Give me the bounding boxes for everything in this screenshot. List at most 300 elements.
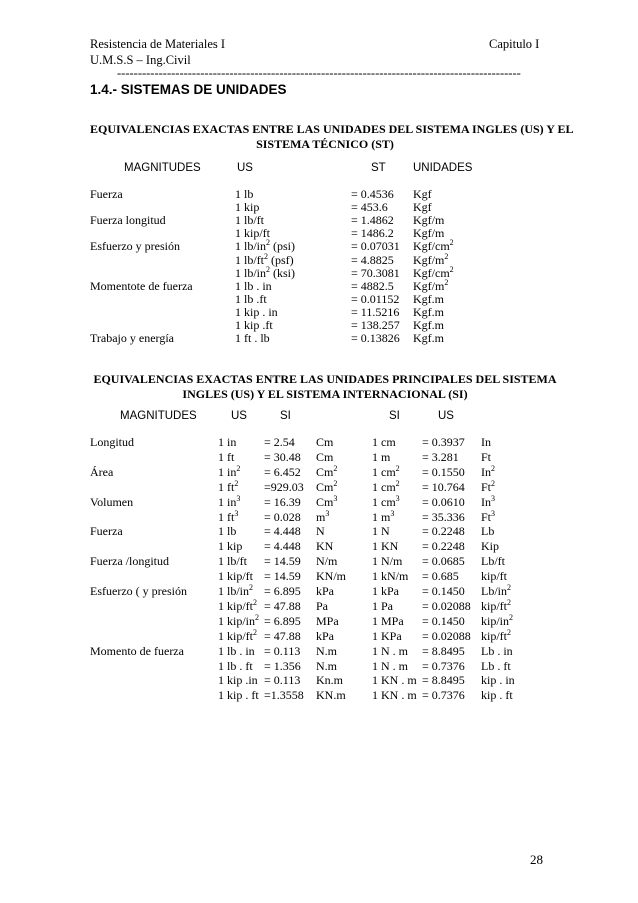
st-text: = 0.4536 (351, 187, 394, 201)
magnitude-label (90, 239, 180, 254)
st-text: = 4882.5 (351, 278, 394, 293)
us-unit-exponent: 2 (491, 478, 496, 488)
us-value (218, 614, 259, 629)
page-number: 28 (530, 852, 543, 867)
table2-title-line1: EQUIVALENCIAS EXACTAS ENTRE LAS UNIDADES PRINCIPALES DEL SISTEMA (93, 372, 557, 386)
si-value-exponent: 3 (395, 493, 400, 503)
us-unit-text: Ft (481, 449, 492, 464)
si-unit-text: Cm (316, 464, 334, 479)
si-factor-text: = 6.895 (264, 613, 301, 628)
magnitude-text: Esfuerzo ( y presión (90, 584, 187, 598)
us-value-text: 1 lb/in (218, 584, 250, 598)
us-value-exponent: 2 (236, 463, 241, 473)
magnitude-label (90, 279, 193, 294)
us-unit (481, 644, 513, 659)
us-unit (481, 629, 511, 644)
us-factor-text: = 0.685 (422, 569, 459, 584)
si-unit (316, 495, 337, 510)
si-unit (316, 584, 334, 599)
si-value-text: 1 m (372, 449, 391, 464)
si-unit-text: KN.m (316, 688, 346, 703)
unit-text: Kgf/m (413, 213, 445, 228)
table1-title-line1: EQUIVALENCIAS EXACTAS ENTRE LAS UNIDADES DEL SISTEMA INGLES (US) Y EL (90, 122, 574, 136)
us-factor-text: = 0.3937 (422, 435, 465, 449)
us-text: 1 lb .ft (235, 291, 267, 306)
us-exponent: 2 (266, 264, 271, 274)
si-factor-text: = 30.48 (264, 449, 301, 464)
magnitude-text: Momento de fuerza (90, 643, 184, 658)
st-text: = 1.4862 (351, 213, 394, 228)
us-unit-text: In (481, 464, 491, 479)
si-factor-text: = 14.59 (264, 554, 301, 569)
si-unit (316, 435, 333, 450)
unit-exponent: 2 (449, 238, 454, 248)
us-unit (481, 480, 495, 495)
magnitude-text: Momentote de fuerza (90, 278, 193, 293)
si-factor (264, 688, 304, 703)
si-value (372, 673, 417, 688)
magnitude-text: Volumen (90, 494, 134, 509)
si-unit (316, 539, 333, 554)
us-value (218, 554, 247, 569)
unit-text: Kgf/m (413, 278, 445, 293)
us-factor (422, 629, 471, 644)
us-value-text: 1 kip/ft (218, 598, 253, 613)
us-unit-text: kip/ft (481, 598, 507, 613)
us-value (218, 510, 238, 525)
us-factor-text: = 0.02088 (422, 598, 471, 613)
us-unit (481, 554, 505, 569)
si-unit-text: KN/m (316, 569, 346, 584)
unit-text: Kgf (413, 200, 432, 215)
si-unit (316, 450, 333, 465)
si-value-text: 1 m (372, 509, 391, 524)
si-value-text: 1 N . m (372, 643, 408, 658)
si-factor (264, 510, 301, 525)
unit-text: Kgf/m (413, 226, 445, 241)
us-factor (422, 673, 465, 688)
si-unit-text: Pa (316, 598, 328, 613)
header-institution: U.M.S.S – Ing.Civil (90, 53, 191, 67)
magnitude-label (90, 435, 134, 450)
us-text: 1 kip . in (235, 304, 278, 319)
us-text: 1 kip/ft (235, 226, 270, 241)
si-factor (264, 599, 301, 614)
si-factor (264, 539, 301, 554)
us-value (218, 435, 236, 450)
us-text: 1 lb (235, 187, 254, 201)
us-unit-exponent: 2 (507, 583, 511, 592)
si-value (372, 569, 408, 584)
us-factor (422, 450, 459, 465)
us-factor (422, 480, 465, 495)
st-text: = 0.01152 (351, 291, 400, 306)
si-unit-text: Cm (316, 479, 334, 494)
us-value (218, 584, 253, 599)
si-unit (316, 659, 337, 674)
us-value-exponent: 2 (234, 478, 239, 488)
si-factor (264, 659, 301, 674)
header-course: Resistencia de Materiales I (90, 37, 226, 51)
us-value-text: 1 lb (218, 524, 237, 539)
si-unit (316, 510, 329, 525)
si-value (372, 450, 390, 465)
unit-text: Kgf.m (413, 304, 444, 319)
us-value-text: 1 kip (218, 539, 243, 554)
si-unit-text: N.m (316, 658, 337, 673)
us-value-exponent: 2 (253, 627, 257, 637)
table2-title-line2: INGLES (US) Y EL SISTEMA INTERNACIONAL (SI) (182, 387, 468, 401)
us-unit-text: Kip (481, 539, 499, 554)
us-factor-text: = 0.0610 (422, 494, 465, 509)
us-value-text: 1 kip/ft (218, 569, 253, 584)
si-factor-text: =929.03 (264, 479, 304, 494)
us-value-text: 1 ft (218, 479, 235, 494)
us-text: 1 lb/ft (235, 252, 264, 267)
magnitude-text: Fuerza /longitud (90, 554, 169, 569)
us-value-text: 1 kip/in (218, 613, 256, 628)
table1-header-unidades: UNIDADES (413, 162, 473, 174)
si-unit-text: KN (316, 539, 334, 554)
us-value-text: 1 kip . ft (218, 688, 259, 703)
si-unit (316, 688, 346, 703)
si-unit (316, 569, 346, 584)
us-factor (422, 688, 465, 703)
us-value (218, 644, 255, 659)
us-text: 1 lb/in (235, 265, 267, 280)
us-unit-text: Lb (481, 524, 495, 539)
us-value-text: 1 lb . in (218, 643, 255, 658)
us-value (218, 480, 238, 495)
si-value-text: 1 N/m (372, 554, 403, 569)
us-unit-text: kip . in (481, 673, 515, 688)
si-value (372, 510, 394, 525)
us-value (218, 659, 253, 674)
us-factor-text: = 8.8495 (422, 643, 465, 658)
us-unit (481, 673, 515, 688)
si-value (372, 629, 402, 644)
magnitude-text: Fuerza (90, 187, 123, 201)
magnitude-label (90, 213, 166, 228)
si-unit (316, 614, 339, 629)
si-factor-text: = 0.113 (264, 643, 301, 658)
magnitude-text: Esfuerzo y presión (90, 239, 180, 254)
si-factor-text: = 6.452 (264, 464, 301, 479)
si-value-text: 1 cm (372, 479, 396, 494)
us-factor (422, 524, 465, 539)
us-unit-exponent: 3 (491, 508, 496, 518)
us-value (218, 673, 258, 688)
si-factor (264, 629, 301, 644)
unit-value (413, 331, 444, 346)
magnitude-text: Área (90, 464, 114, 479)
si-unit (316, 629, 334, 644)
table2-header-us-left: US (231, 410, 247, 422)
si-value (372, 614, 404, 629)
us-value-text: 1 kip .in (218, 673, 258, 688)
us-unit-exponent: 2 (491, 463, 495, 473)
si-factor-text: = 1.356 (264, 658, 301, 673)
us-value-exponent: 3 (236, 493, 241, 503)
table2-header-si-right: SI (389, 410, 400, 422)
us-factor-text: = 10.764 (422, 479, 465, 494)
us-factor-text: = 0.1450 (422, 584, 465, 598)
si-factor (264, 480, 304, 495)
us-unit-text: Lb/ft (481, 554, 505, 569)
us-text: 1 lb . in (235, 278, 272, 293)
si-unit-text: Cm (316, 494, 334, 509)
magnitude-label (90, 331, 174, 346)
us-value (218, 450, 234, 465)
si-unit-exponent: 2 (333, 463, 338, 473)
us-value (218, 629, 257, 644)
magnitude-label (90, 524, 123, 539)
us-unit (481, 524, 494, 539)
us-factor (422, 584, 465, 599)
us-factor (422, 554, 465, 569)
si-value-text: 1 kN/m (372, 569, 409, 584)
table2-header-magnitudes: MAGNITUDES (120, 410, 197, 422)
us-value (218, 599, 257, 614)
si-factor (264, 673, 300, 688)
si-unit (316, 599, 328, 614)
si-unit (316, 480, 337, 495)
st-text: = 11.5216 (351, 304, 400, 319)
us-value-text: 1 in (218, 464, 237, 479)
us-text: 1 lb/ft (235, 213, 264, 228)
us-unit-text: Lb/in (481, 584, 507, 598)
table2-header-si-left: SI (280, 410, 291, 422)
si-factor-text: = 14.59 (264, 569, 301, 584)
us-value (218, 465, 240, 480)
unit-text: Kgf (413, 187, 432, 201)
unit-text: Kgf/cm (413, 239, 450, 254)
st-text: = 138.257 (351, 318, 400, 332)
unit-text: Kgf.m (413, 318, 444, 332)
si-factor-text: = 6.895 (264, 584, 301, 598)
unit-text: Kgf/m (413, 252, 445, 267)
si-value-text: 1 MPa (372, 613, 404, 628)
us-unit (481, 435, 491, 450)
us-unit-exponent: 2 (507, 597, 511, 607)
us-exponent: 2 (266, 238, 271, 248)
us-unit-exponent: 2 (507, 627, 511, 637)
us-factor-text: = 0.1450 (422, 613, 465, 628)
us-value (235, 331, 270, 346)
st-text: = 0.07031 (351, 239, 400, 254)
us-factor (422, 644, 465, 659)
us-value-exponent: 2 (253, 597, 257, 607)
magnitude-label (90, 584, 187, 599)
magnitude-label (90, 644, 184, 659)
us-factor (422, 539, 465, 554)
magnitude-text: Trabajo y energía (90, 331, 174, 346)
magnitude-label (90, 554, 169, 569)
us-text: 1 kip (235, 200, 260, 215)
si-value-exponent: 2 (395, 463, 400, 473)
us-factor-text: = 0.7376 (422, 658, 465, 673)
st-text: = 4.8825 (351, 252, 394, 267)
us-unit (481, 510, 495, 525)
si-unit-text: Kn.m (316, 673, 343, 688)
us-unit-text: kip . ft (481, 688, 513, 703)
si-unit-text: Cm (316, 435, 334, 449)
st-text: = 1486.2 (351, 226, 394, 241)
si-factor (264, 554, 301, 569)
us-value-text: 1 kip/ft (218, 628, 253, 643)
us-value (218, 524, 236, 539)
si-value-text: 1 Pa (372, 598, 393, 613)
si-factor-text: = 0.028 (264, 509, 301, 524)
us-unit-exponent: 3 (491, 493, 495, 503)
us-value-exponent: 3 (234, 508, 239, 518)
us-unit-text: In (481, 435, 491, 449)
si-value-text: 1 KN . m (372, 688, 417, 703)
si-unit-text: kPa (316, 584, 334, 598)
st-value (351, 331, 400, 346)
st-text: = 453.6 (351, 200, 388, 215)
si-factor (264, 524, 301, 539)
si-factor-text: = 47.88 (264, 598, 301, 613)
us-exponent: 2 (264, 251, 268, 261)
si-unit-text: kPa (316, 628, 334, 643)
unit-exponent: 2 (444, 277, 449, 287)
si-value-text: 1 cm (372, 435, 396, 449)
unit-text: Kgf.m (413, 291, 444, 306)
table1-header-us: US (237, 162, 253, 174)
us-unit-exponent: 2 (509, 612, 514, 622)
si-factor (264, 435, 295, 450)
si-unit-text: m (316, 509, 326, 524)
us-factor-text: = 0.2248 (422, 524, 465, 539)
si-value-text: 1 cm (372, 464, 396, 479)
si-value (372, 644, 408, 659)
us-unit (481, 659, 511, 674)
us-value-text: 1 ft (218, 509, 235, 524)
si-unit-text: Cm (316, 449, 334, 464)
si-value (372, 495, 400, 510)
si-factor-text: = 2.54 (264, 435, 295, 449)
si-factor-text: = 4.448 (264, 524, 301, 539)
si-value-text: 1 KPa (372, 628, 402, 643)
header-rule: ------------------------------------------------------------------------------------------------- (117, 66, 521, 80)
si-value (372, 480, 400, 495)
si-unit-exponent: 2 (333, 478, 338, 488)
si-factor-text: =1.3558 (264, 688, 304, 703)
table2-header-us-right: US (438, 410, 454, 422)
us-factor (422, 495, 465, 510)
us-factor (422, 510, 465, 525)
us-value-text: 1 in (218, 494, 237, 509)
si-factor-text: = 4.448 (264, 539, 301, 554)
us-value (218, 688, 259, 703)
si-factor (264, 495, 301, 510)
us-value-text: 1 lb/ft (218, 554, 247, 569)
us-factor (422, 599, 471, 614)
header-chapter: Capitulo I (489, 37, 540, 51)
us-unit (481, 450, 491, 465)
us-factor-text: = 0.7376 (422, 688, 465, 703)
us-unit (481, 539, 499, 554)
si-unit (316, 554, 337, 569)
us-factor-text: = 0.2248 (422, 539, 465, 554)
si-unit-text: N/m (316, 554, 338, 569)
si-unit-text: N (316, 524, 325, 539)
si-value (372, 539, 398, 554)
us-unit-text: Lb . in (481, 643, 513, 658)
us-factor (422, 614, 465, 629)
magnitude-text: Longitud (90, 435, 134, 449)
si-value-text: 1 cm (372, 494, 396, 509)
us-unit (481, 495, 495, 510)
us-text: 1 ft . lb (235, 331, 270, 346)
us-factor-text: = 8.8495 (422, 673, 465, 688)
us-unit-text: Ft (481, 479, 492, 494)
si-factor-text: = 47.88 (264, 628, 301, 643)
magnitude-label (90, 465, 113, 480)
unit-exponent: 2 (449, 264, 454, 274)
si-value (372, 524, 390, 539)
us-value (218, 569, 253, 584)
us-factor (422, 435, 465, 450)
us-unit-text: kip/ft (481, 628, 507, 643)
us-factor-text: = 0.02088 (422, 628, 471, 643)
us-factor (422, 465, 465, 480)
si-value (372, 554, 402, 569)
si-value-text: 1 kPa (372, 584, 399, 598)
us-value (218, 495, 240, 510)
si-value-text: 1 KN . m (372, 673, 417, 688)
us-suffix: (psf) (268, 252, 294, 267)
us-unit (481, 614, 513, 629)
si-factor-text: = 16.39 (264, 494, 301, 509)
us-unit-text: In (481, 494, 491, 509)
si-unit-exponent: 3 (333, 493, 338, 503)
us-suffix: (ksi) (270, 265, 296, 280)
table1-header-st: ST (371, 162, 386, 174)
us-value-text: 1 lb . ft (218, 658, 253, 673)
si-unit (316, 673, 343, 688)
table1-title-line2: SISTEMA TÉCNICO (ST) (256, 137, 394, 151)
si-unit-exponent: 3 (325, 508, 330, 518)
magnitude-text: Fuerza longitud (90, 213, 166, 228)
unit-exponent: 2 (444, 251, 449, 261)
si-value (372, 659, 408, 674)
us-unit (481, 599, 511, 614)
magnitude-label (90, 495, 133, 510)
us-text: 1 lb/in (235, 239, 267, 254)
us-factor-text: = 0.0685 (422, 554, 465, 569)
si-value-exponent: 2 (395, 478, 400, 488)
us-suffix: (psi) (270, 239, 296, 254)
magnitude-label (90, 187, 123, 202)
si-factor (264, 584, 301, 599)
si-unit-text: N.m (316, 643, 337, 658)
us-factor-text: = 3.281 (422, 449, 459, 464)
si-factor (264, 569, 301, 584)
si-unit (316, 644, 337, 659)
us-factor (422, 659, 465, 674)
si-value (372, 688, 417, 703)
si-factor (264, 644, 300, 659)
si-value (372, 435, 396, 450)
si-value (372, 599, 393, 614)
si-value-text: 1 N (372, 524, 390, 539)
us-value-text: 1 ft (218, 449, 235, 464)
si-factor (264, 465, 301, 480)
si-unit (316, 465, 337, 480)
si-value-text: 1 N . m (372, 658, 408, 673)
